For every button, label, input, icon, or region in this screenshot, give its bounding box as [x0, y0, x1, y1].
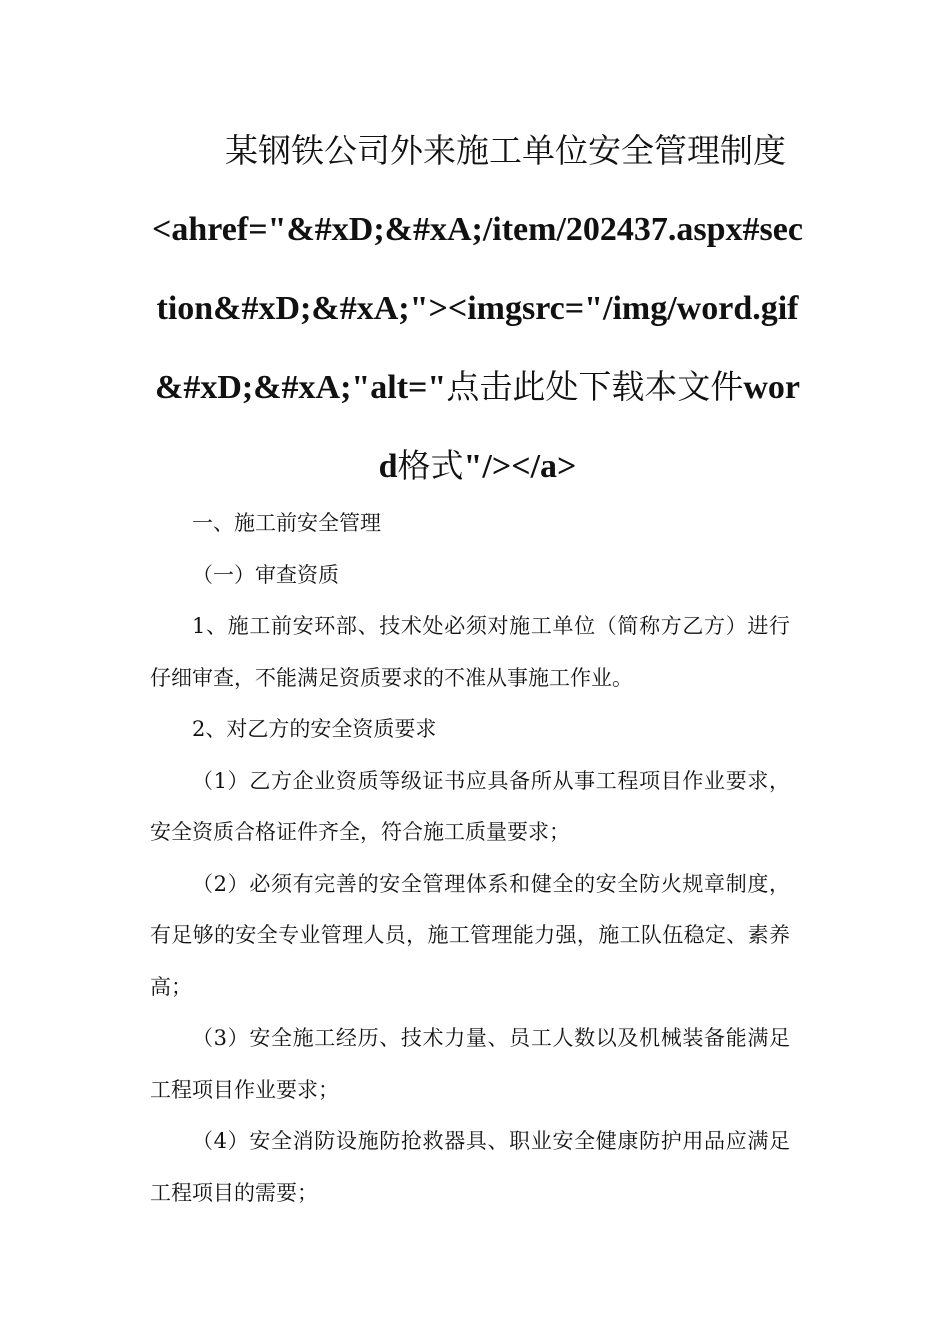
- title-format-text: 格式: [397, 446, 464, 485]
- section-heading: 一、施工前安全管理: [192, 511, 381, 535]
- body-paragraph: 2、对乙方的安全资质要求: [192, 717, 437, 741]
- subsection-heading: （一）审查资质: [192, 562, 339, 587]
- body-paragraph: （4）安全消防设施防抢救器具、职业安全健康防护用品应满足工程项目的需要；: [150, 1129, 790, 1205]
- body-paragraph: （1）乙方企业资质等级证书应具备所从事工程项目作业要求，安全资质合格证件齐全，符合施工质量要求；: [150, 768, 790, 844]
- title-code-closing: "/></a>: [463, 448, 577, 485]
- title-chinese: 某钢铁公司外来施工单位安全管理制度: [225, 131, 786, 170]
- document-body: [150, 498, 790, 1219]
- body-paragraph: （2）必须有完善的安全管理体系和健全的安全防火规章制度，有足够的安全专业管理人员，施工管理能力强，施工队伍稳定、素养高；: [150, 871, 790, 999]
- body-paragraph: 1、施工前安环部、技术处必须对施工单位（简称方乙方）进行仔细审查，不能满足资质要求的不准从事施工作业。: [150, 614, 790, 690]
- document-title: [150, 112, 805, 506]
- body-paragraph: （3）安全施工经历、技术力量、员工人数以及机械装备能满足工程项目作业要求；: [150, 1026, 790, 1102]
- title-download-text: 点击此处下载本文件: [446, 367, 744, 406]
- title-word-text: word: [378, 369, 800, 485]
- title-code-fragment: <ahref="&#xD;&#xA;/item/202437.aspx#section&#xD;&#xA;"><imgsrc="/img/word.gif&#xD;&#xA;"alt=": [152, 211, 803, 406]
